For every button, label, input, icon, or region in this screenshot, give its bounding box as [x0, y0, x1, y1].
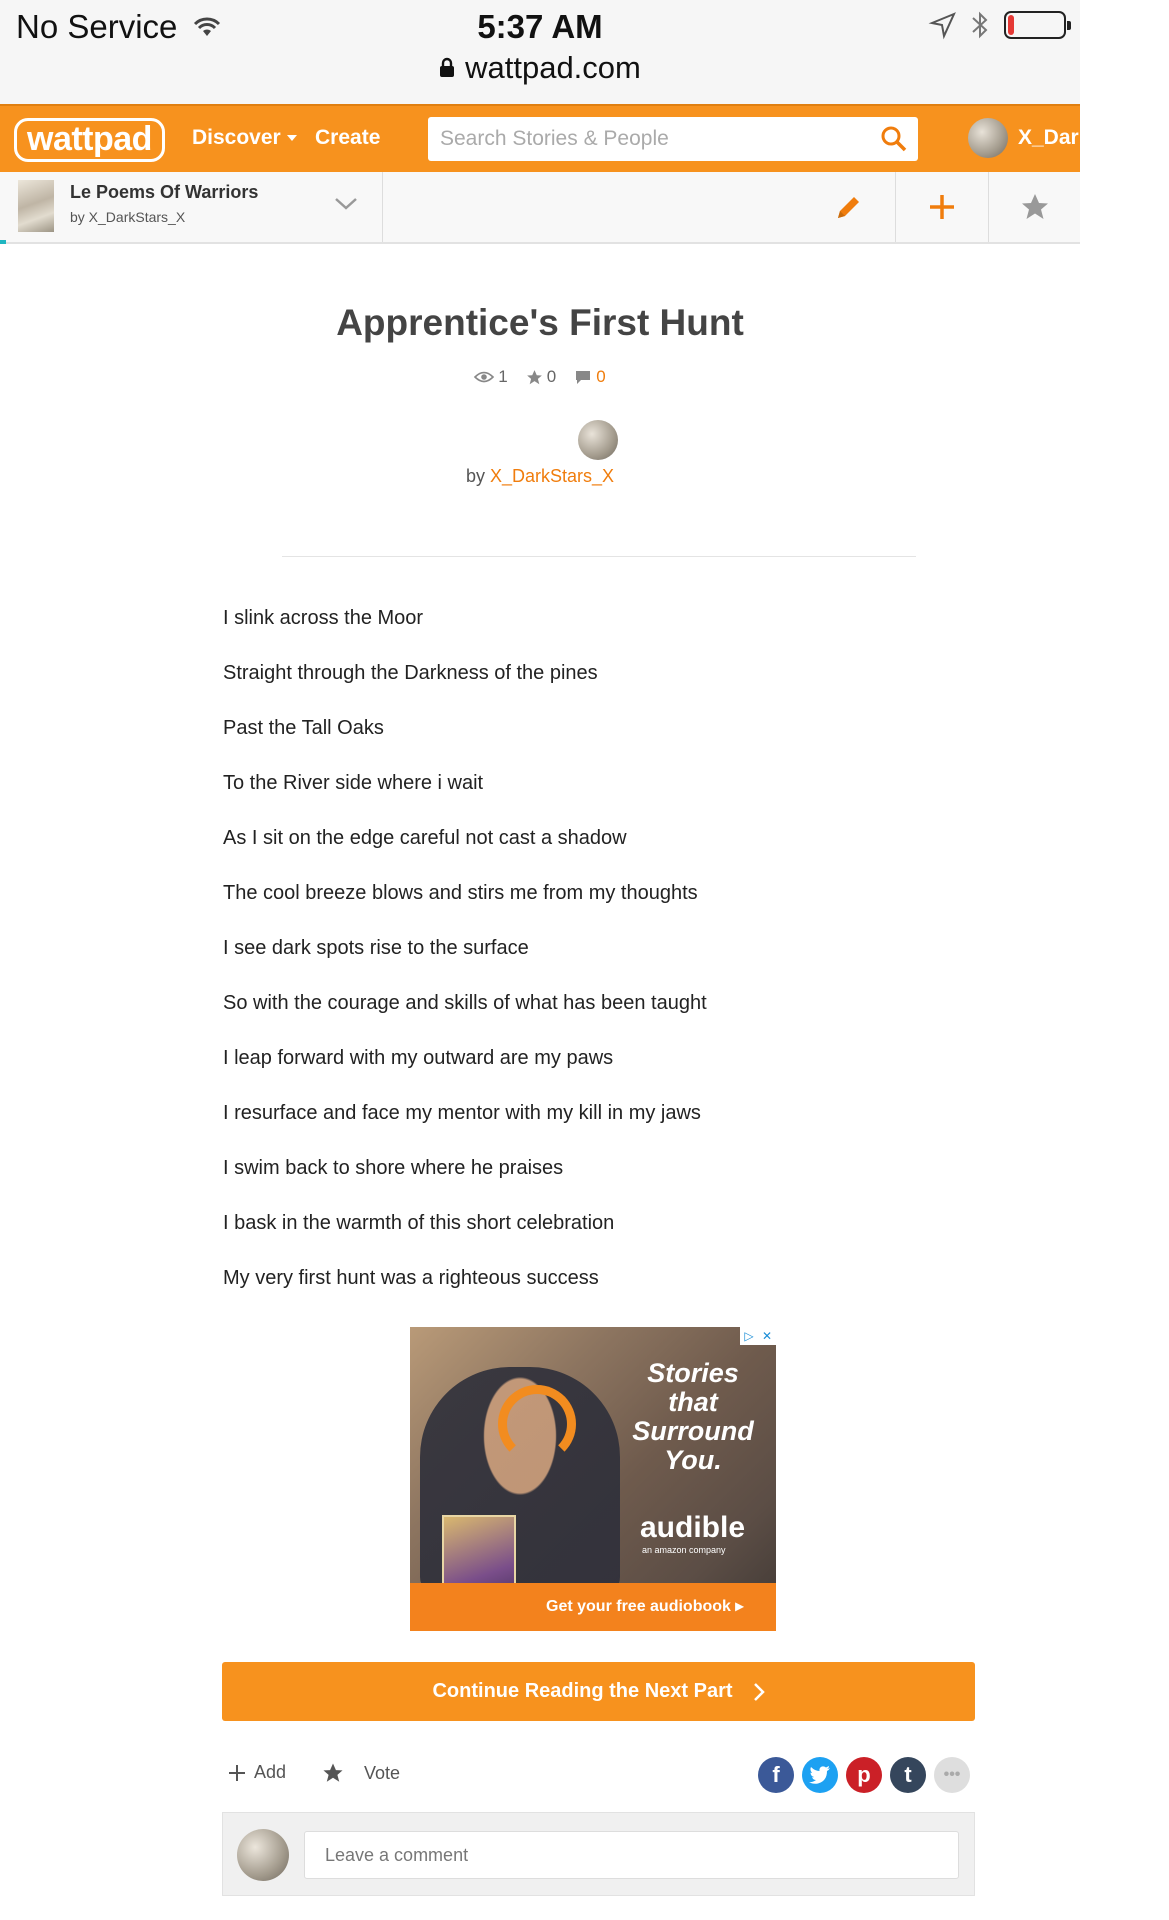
comment-count[interactable]: [574, 367, 605, 387]
discover-menu[interactable]: [192, 126, 297, 150]
search-icon[interactable]: [880, 125, 908, 153]
read-count-value: 1: [498, 367, 508, 386]
story-author: by X_DarkStars_X: [70, 209, 186, 225]
carrier-label: No Service: [16, 8, 178, 45]
battery-icon: [1004, 11, 1066, 39]
add-to-list-button[interactable]: [897, 172, 987, 242]
location-icon: [930, 12, 956, 38]
add-button[interactable]: [228, 1762, 286, 1783]
text-line: Past the Tall Oaks: [223, 717, 384, 739]
comment-icon: [574, 369, 592, 385]
user-name[interactable]: X_DarkStars_X: [1018, 126, 1169, 149]
bluetooth-icon: [970, 10, 990, 40]
text-line: As I sit on the edge careful not cast a shadow: [223, 827, 627, 849]
ad-cta[interactable]: Get your free audiobook ▸: [410, 1583, 776, 1631]
vote-label: Vote: [364, 1762, 401, 1783]
create-link[interactable]: Create: [315, 126, 381, 149]
byline-prefix: by: [465, 466, 485, 486]
author-link[interactable]: X_DarkStars_X: [489, 466, 615, 486]
text-line: I bask in the warmth of this short celebration: [223, 1212, 615, 1234]
pencil-icon: [834, 192, 864, 222]
search-input[interactable]: [428, 117, 918, 161]
ad-brand: audible: [640, 1511, 746, 1544]
star-icon: [1020, 192, 1050, 222]
eye-icon: [474, 370, 494, 384]
twitter-share-icon[interactable]: [802, 1757, 838, 1793]
status-icons: [930, 10, 1066, 40]
star-icon: [322, 1762, 344, 1784]
part-title: Apprentice's First Hunt: [336, 302, 744, 343]
plus-icon: [927, 192, 957, 222]
bird-icon: [809, 1766, 831, 1784]
site-header: [0, 104, 1169, 172]
ad-headline: Stories that Surround You.: [632, 1358, 754, 1475]
text-line: I resurface and face my mentor with my kill in my jaws: [223, 1102, 701, 1124]
text-line: The cool breeze blows and stirs me from my thoughts: [223, 882, 698, 904]
discover-label: Discover: [192, 126, 281, 149]
reading-progress: [0, 240, 6, 244]
url-text: wattpad.com: [465, 50, 641, 85]
story-title[interactable]: Le Poems Of Warriors: [70, 182, 259, 202]
text-line: To the River side where i wait: [223, 772, 484, 794]
vote-count-value: 0: [546, 367, 557, 386]
chevron-right-icon: [753, 1682, 765, 1702]
comment-input[interactable]: [304, 1831, 959, 1879]
ad-choices[interactable]: [740, 1327, 776, 1345]
vote-button[interactable]: [322, 1762, 400, 1784]
ad-close-icon[interactable]: ✕: [761, 1329, 773, 1343]
pinterest-share-icon[interactable]: p: [846, 1757, 882, 1793]
lock-icon: [439, 58, 455, 78]
chevron-down-icon[interactable]: [333, 194, 359, 214]
vote-count: [526, 367, 556, 387]
text-line: So with the courage and skills of what has been taught: [223, 992, 707, 1014]
clock: 5:37 AM: [477, 8, 603, 45]
text-line: My very first hunt was a righteous success: [223, 1267, 599, 1289]
text-line: I see dark spots rise to the surface: [223, 937, 529, 959]
comment-count-value: 0: [596, 367, 606, 386]
byline: [0, 466, 1080, 487]
plus-icon: [228, 1764, 246, 1782]
ad-cta-label: Get your free audiobook: [546, 1598, 731, 1615]
author-avatar[interactable]: [578, 420, 618, 460]
user-avatar[interactable]: [968, 118, 1008, 158]
more-share-icon[interactable]: •••: [934, 1757, 970, 1793]
text-line: I slink across the Moor: [223, 607, 424, 629]
text-line: I leap forward with my outward are my paws: [223, 1047, 614, 1069]
search-box: [428, 117, 918, 161]
tumblr-share-icon[interactable]: t: [890, 1757, 926, 1793]
text-line: Straight through the Darkness of the pines: [223, 662, 598, 684]
caret-down-icon: [287, 135, 297, 141]
story-text: [223, 605, 983, 1320]
audible-ad[interactable]: [410, 1327, 776, 1631]
add-label: Add: [254, 1762, 287, 1782]
facebook-share-icon[interactable]: f: [758, 1757, 794, 1793]
star-icon: [526, 369, 543, 386]
divider: [282, 556, 916, 557]
vote-button-top[interactable]: [990, 172, 1080, 242]
headphones-icon: [498, 1385, 576, 1463]
url-bar[interactable]: [0, 50, 1080, 86]
commenter-avatar: [237, 1829, 289, 1881]
continue-reading-button[interactable]: [222, 1662, 975, 1721]
status-bar: [0, 0, 1080, 104]
comment-box: [222, 1812, 975, 1896]
continue-label: Continue Reading the Next Part: [432, 1680, 733, 1702]
read-count: [474, 367, 507, 387]
ad-brand-sub: an amazon company: [642, 1545, 726, 1555]
story-cover[interactable]: [18, 180, 54, 232]
ad-choices-icon[interactable]: ▷: [744, 1329, 754, 1343]
wattpad-logo[interactable]: wattpad: [14, 118, 165, 162]
story-toolbar: [0, 172, 1080, 244]
text-line: I swim back to shore where he praises: [223, 1157, 564, 1179]
edit-button[interactable]: [804, 172, 894, 242]
part-stats: [0, 367, 1080, 387]
